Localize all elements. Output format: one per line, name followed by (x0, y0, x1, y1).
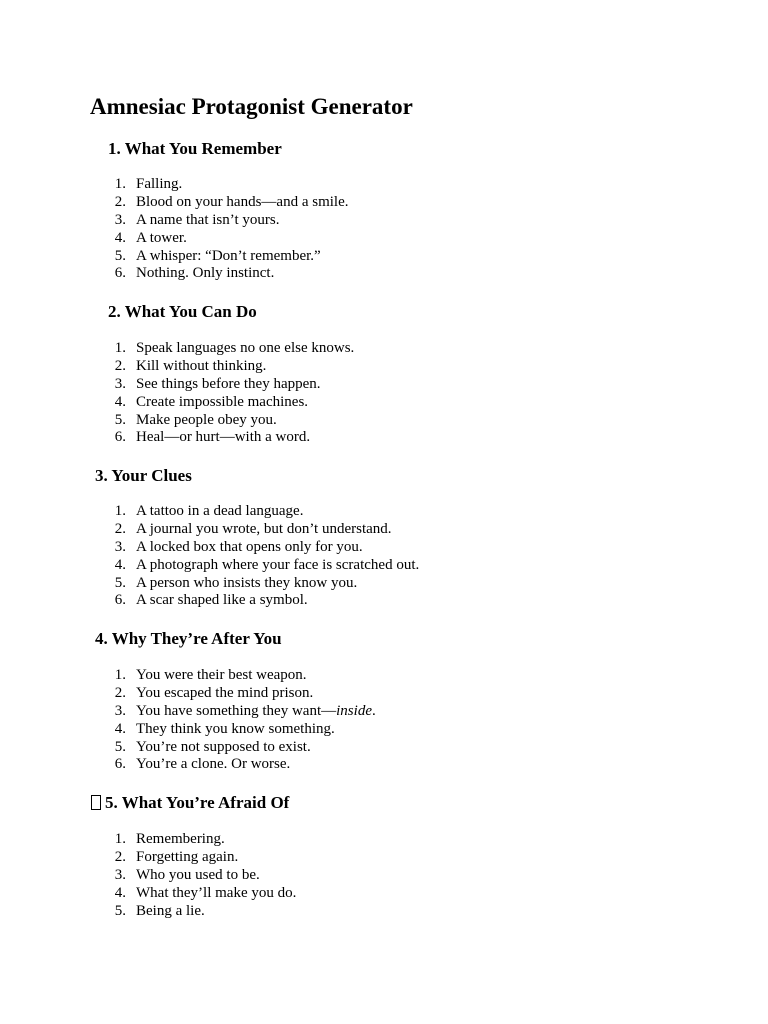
list-item-number: 6. (114, 265, 126, 282)
list-item-text: A scar shaped like a symbol. (136, 592, 308, 609)
list-item-text: You escaped the mind prison. (136, 684, 314, 701)
list-item-text: A tower. (136, 229, 187, 246)
section-heading-your-clues: 3. Your Clues (95, 466, 192, 485)
list-item-number: 4. (114, 393, 126, 410)
list-item-number: 1. (114, 831, 126, 847)
list-item-number: 4. (114, 229, 126, 246)
section-heading-text: 5. What You’re Afraid Of (105, 793, 290, 812)
section-heading-what-you-remember: 1. What You Remember (108, 139, 282, 158)
list-item-number: 6. (114, 429, 126, 446)
list-item-number: 5. (114, 738, 126, 755)
list-item-text: Who you used to be. (136, 866, 260, 883)
list-item-text: They think you know something. (136, 720, 335, 737)
missing-glyph-icon (91, 795, 101, 810)
list-item-number: 2. (114, 357, 126, 374)
list-item-number: 1. (114, 667, 126, 683)
list-item-text: See things before they happen. (136, 375, 321, 392)
list-item-number: 1. (114, 340, 126, 356)
list-item-text: A journal you wrote, but don’t understand. (136, 520, 392, 537)
list-item-number: 6. (114, 592, 126, 609)
list-item-text: A person who insists they know you. (136, 574, 358, 591)
list-item-text: Blood on your hands—and a smile. (136, 193, 349, 210)
list-item-number: 1. (114, 503, 126, 519)
list-item-text: Forgetting again. (136, 848, 239, 865)
list-item-text: You’re a clone. Or worse. (136, 756, 291, 773)
list-item-text: A photograph where your face is scratched out. (136, 556, 420, 573)
list-item-text: Heal—or hurt—with a word. (136, 429, 311, 446)
list-item-text: You have something they want— (136, 702, 337, 719)
list-item-number: 5. (114, 247, 126, 264)
list-item-number: 5. (114, 902, 126, 919)
list-item-text: Make people obey you. (136, 411, 277, 428)
list-item-number: 3. (114, 702, 126, 719)
section-heading-what-you-can-do: 2. What You Can Do (108, 302, 257, 321)
list-item-number: 3. (114, 375, 126, 392)
list-item-number: 1. (114, 176, 126, 192)
list-item-text-with-emphasis (136, 703, 376, 721)
list-item-text: A name that isn’t yours. (136, 211, 280, 228)
section-heading-why-theyre-after-you: 4. Why They’re After You (95, 629, 282, 648)
list-item-text: A tattoo in a dead language. (136, 503, 304, 519)
list-item-number: 3. (114, 538, 126, 555)
list-item-text: You’re not supposed to exist. (136, 738, 311, 755)
list-item-number: 5. (114, 574, 126, 591)
list-item-text: Nothing. Only instinct. (136, 265, 275, 282)
list-item-number: 5. (114, 411, 126, 428)
section-heading-what-youre-afraid-of (91, 792, 289, 814)
list-item-text: Being a lie. (136, 902, 205, 919)
list-item-number: 6. (114, 756, 126, 773)
list-item-text-end: . (371, 702, 376, 719)
list-item-number: 3. (114, 211, 126, 228)
list-item-text: A locked box that opens only for you. (136, 538, 363, 555)
emphasized-word: inside (336, 702, 372, 719)
list-item-text: A whisper: “Don’t remember.” (136, 247, 321, 264)
list-item-number: 4. (114, 720, 126, 737)
list-item-text: Kill without thinking. (136, 357, 267, 374)
list-item-number: 2. (114, 684, 126, 701)
list-item-text: What they’ll make you do. (136, 884, 297, 901)
list-item-number: 3. (114, 866, 126, 883)
list-item-number: 4. (114, 884, 126, 901)
list-item-text: You were their best weapon. (136, 667, 307, 683)
list-item-number: 2. (114, 193, 126, 210)
list-item-text: Speak languages no one else knows. (136, 340, 355, 356)
document-title: Amnesiac Protagonist Generator (90, 94, 413, 119)
list-item-text: Remembering. (136, 831, 225, 847)
list-item-text: Create impossible machines. (136, 393, 309, 410)
list-item-number: 2. (114, 848, 126, 865)
list-item-number: 4. (114, 556, 126, 573)
list-item-text: Falling. (136, 176, 183, 192)
list-item-number: 2. (114, 520, 126, 537)
